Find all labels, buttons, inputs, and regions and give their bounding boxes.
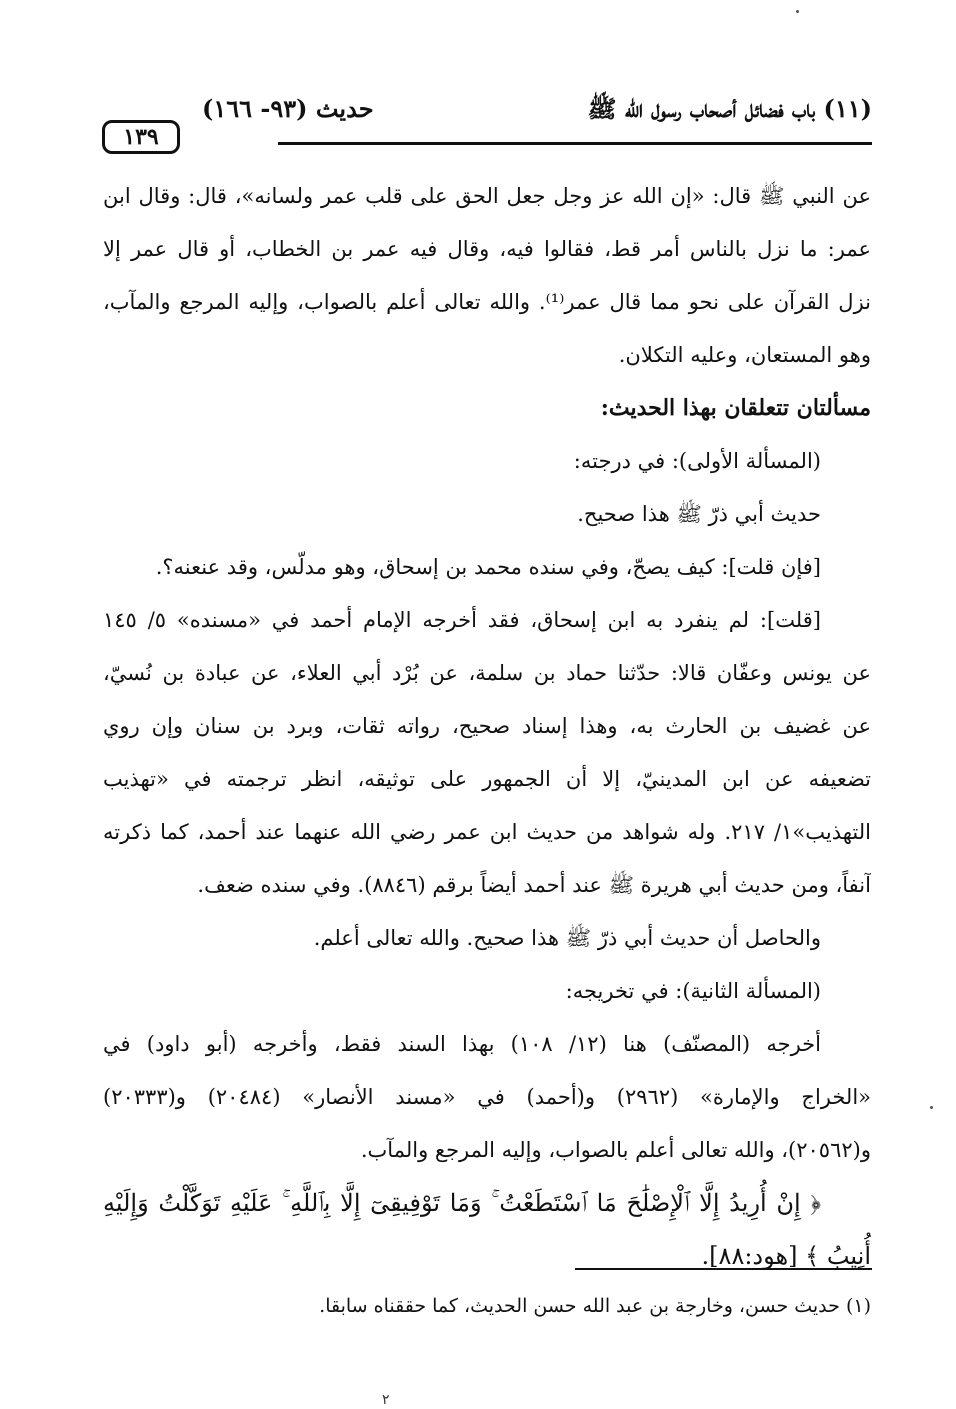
body-line: عن غضيف بن الحارث به، وهذا إسناد صحيح، رواته ثقات، وبرد بن سنان وإن روي — [103, 714, 871, 738]
bottom-mark: ٢ — [382, 1392, 390, 1408]
body-line: آنفاً، ومن حديث أبي هريرة ﷺ عند أحمد أيضاً برقم (٨٨٤٦). وفي سنده ضعف. — [197, 873, 871, 897]
chapter-title: (١١) باب فضائل أصحاب رسول الله ﷺ — [587, 94, 872, 123]
page-number: ١٣٩ — [102, 120, 180, 154]
body-line: «الخراج والإمارة» (٢٩٦٢) و(أحمد) في «مسند الأنصار» (٢٠٤٨٤) و(٢٠٣٣٣) — [103, 1085, 871, 1109]
scan-speck — [796, 10, 799, 13]
hadith-range: حديث (٩٣- ١٦٦) — [202, 94, 374, 123]
body-line: عن يونس وعفّان قالا: حدّثنا حماد بن سلمة، عن بُرْد أبي العلاء، عن عبادة بن نُسيّ، — [103, 661, 871, 685]
conclusion-line: والحاصل أن حديث أبي ذرّ ﷺ هذا صحيح. والله تعالى أعلم. — [313, 926, 821, 950]
objection-line: [فإن قلت]: كيف يصحّ، وفي سنده محمد بن إسحاق، وهو مدلّس، وقد عنعنه؟. — [155, 555, 821, 579]
footnote-separator — [575, 1268, 872, 1270]
body-line: حديث أبي ذرّ ﷺ هذا صحيح. — [577, 502, 821, 526]
body-line: و(٢٠٥٦٢)، والله تعالى أعلم بالصواب، وإليه المرجع والمآب. — [360, 1138, 871, 1162]
body-line: نزل القرآن على نحو مما قال عمر⁽¹⁾. والله تعالى أعلم بالصواب، وإليه المرجع والمآب، — [103, 290, 871, 314]
reply-line: [قلت]: لم ينفرد به ابن إسحاق، فقد أخرجه الإمام أحمد في «مسنده» ٥/ ١٤٥ — [103, 608, 821, 632]
footnote: (١) حديث حسن، وخارجة بن عبد الله حسن الحديث، كما حققناه سابقا. — [319, 1295, 871, 1317]
section-heading: مسألتان تتعلقان بهذا الحديث: — [600, 395, 871, 421]
quran-verse-end: أُنِيبُ ﴾ [هود:٨٨]. — [701, 1242, 871, 1270]
body-line: التهذيب»١/ ٢١٧. وله شواهد من حديث ابن عمر رضي الله عنهما عند أحمد، كما ذكرته — [103, 820, 871, 844]
page-body — [103, 170, 871, 1283]
takhrij-line: أخرجه (المصنّف) هنا (١٢/ ١٠٨) بهذا السند فقط، وأخرجه (أبو داود) في — [103, 1032, 821, 1056]
issue-one-heading: (المسألة الأولى): في درجته: — [573, 449, 821, 473]
body-line: عمر: ما نزل بالناس أمر قط، فقالوا فيه، وقال فيه عمر بن الخطاب، أو قال عمر إلا — [103, 237, 871, 261]
body-line: وهو المستعان، وعليه التكلان. — [618, 343, 871, 367]
body-line: تضعيفه عن ابن المدينيّ، إلا أن الجمهور على توثيقه، انظر ترجمته في «تهذيب — [103, 767, 871, 791]
issue-two-heading: (المسألة الثانية): في تخريجه: — [565, 979, 821, 1003]
scan-speck — [930, 1106, 933, 1109]
header-rule — [278, 142, 872, 145]
quran-verse: ﴿ إِنْ أُرِيدُ إِلَّا ٱلْإِصْلَٰحَ مَا ٱسْتَطَعْتُ ۚ وَمَا تَوْفِيقِىٓ إِلَّا بِٱللَّهِ ۚ عَلَيْهِ تَوَكَّلْتُ وَإِلَيْهِ — [103, 1189, 821, 1217]
body-line: عن النبي ﷺ قال: «إن الله عز وجل جعل الحق على قلب عمر ولسانه»، قال: وقال ابن — [103, 184, 871, 208]
running-header — [102, 92, 872, 154]
